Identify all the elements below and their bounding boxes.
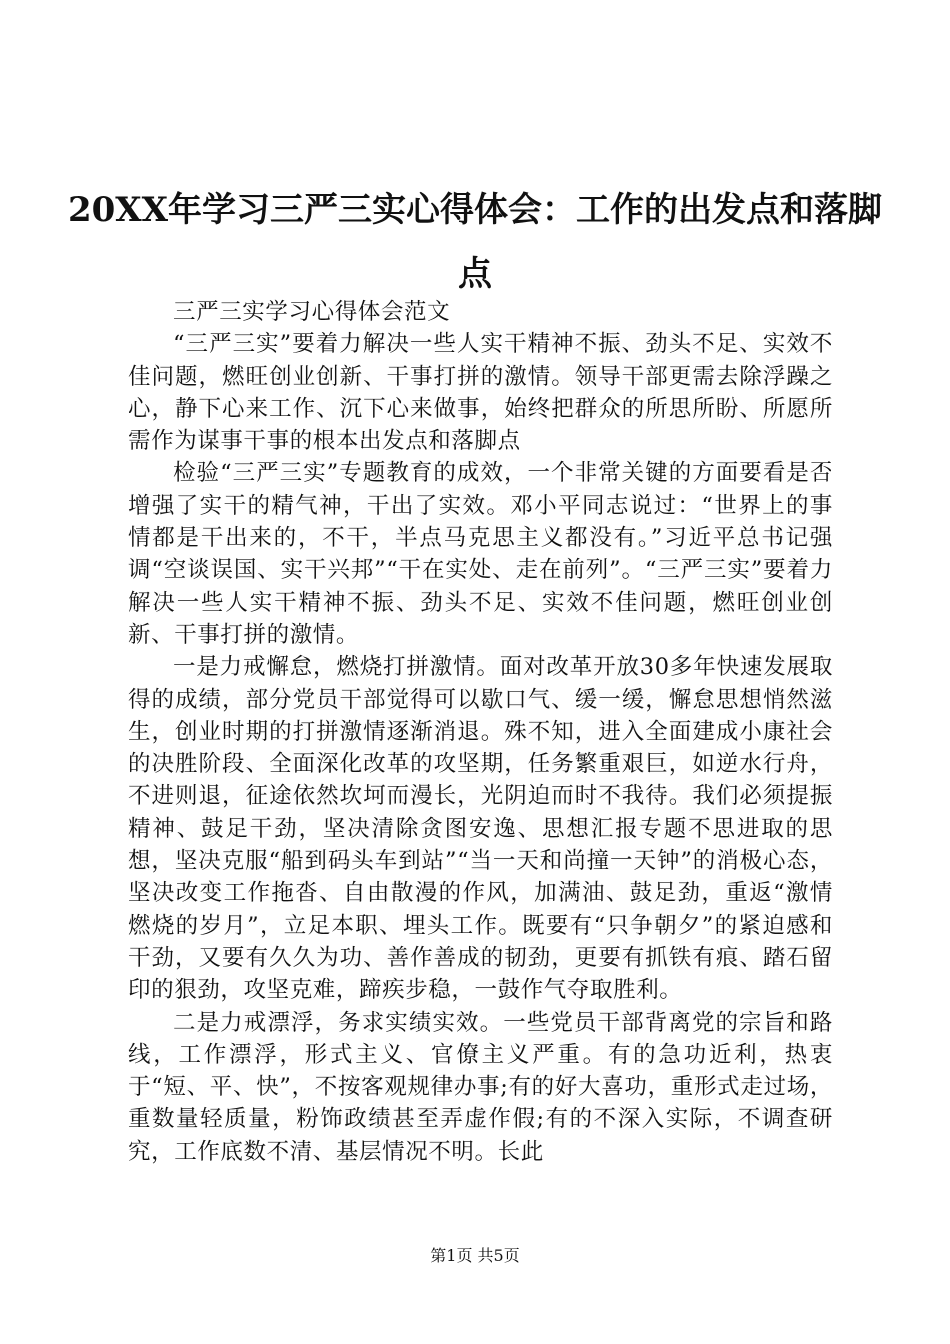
paragraph-effect: 检验“三严三实”专题教育的成效，一个非常关键的方面要看是否增强了实干的精气神，干出了实效。邓小平同志说过：“世界上的事情都是干出来的，不干，半点马克思主义都没有。”习近平总书记强调“空谈误国、实干兴邦”“干在实处、走在前列”。“三严三实”要着力解决一些人实干精神不振、劲头不足、实效不佳问题，燃旺创业创新、干事打拼的激情。 — [128, 460, 833, 648]
document-title: 20XX年学习三严三实心得体会：工作的出发点和落脚点 — [67, 190, 883, 294]
document-body — [128, 296, 833, 1168]
document-subtitle: 三严三实学习心得体会范文 — [173, 299, 451, 325]
page-footer: 第1页 共5页 — [430, 1246, 520, 1265]
paragraph-point-two: 二是力戒漂浮，务求实绩实效。一些党员干部背离党的宗旨和路线，工作漂浮，形式主义、官僚主义严重。有的急功近利，热衷于“短、平、快”，不按客观规律办事;有的好大喜功，重形式走过场，重数量轻质量，粉饰政绩甚至弄虚作假;有的不深入实际，不调查研究，工作底数不清、基层情况不明。长此 — [128, 1009, 833, 1165]
paragraph-intro: “三严三实”要着力解决一些人实干精神不振、劲头不足、实效不佳问题，燃旺创业创新、干事打拼的激情。领导干部更需去除浮躁之心，静下心来工作、沉下心来做事，始终把群众的所思所盼、所愿所需作为谋事干事的根本出发点和落脚点 — [128, 331, 833, 455]
paragraph-point-one: 一是力戒懈怠，燃烧打拼激情。面对改革开放30多年快速发展取得的成绩，部分党员干部觉得可以歇口气、缓一缓，懈怠思想悄然滋生，创业时期的打拼激情逐渐消退。殊不知，进入全面建成小康社会的决胜阶段、全面深化改革的攻坚期，任务繁重艰巨，如逆水行舟，不进则退，征途依然坎坷而漫长，光阴迫而时不我待。我们必须提振精神、鼓足干劲，坚决清除贪图安逸、思想汇报专题不思进取的思想，坚决克服“船到码头车到站”“当一天和尚撞一天钟”的消极心态，坚决改变工作拖沓、自由散漫的作风，加满油、鼓足劲，重返“激情燃烧的岁月”，立足本职、埋头工作。既要有“只争朝夕”的紧迫感和干劲，又要有久久为功、善作善成的韧劲，更要有抓铁有痕、踏石留印的狠劲，攻坚克难，蹄疾步稳，一鼓作气夺取胜利。 — [128, 654, 833, 1004]
